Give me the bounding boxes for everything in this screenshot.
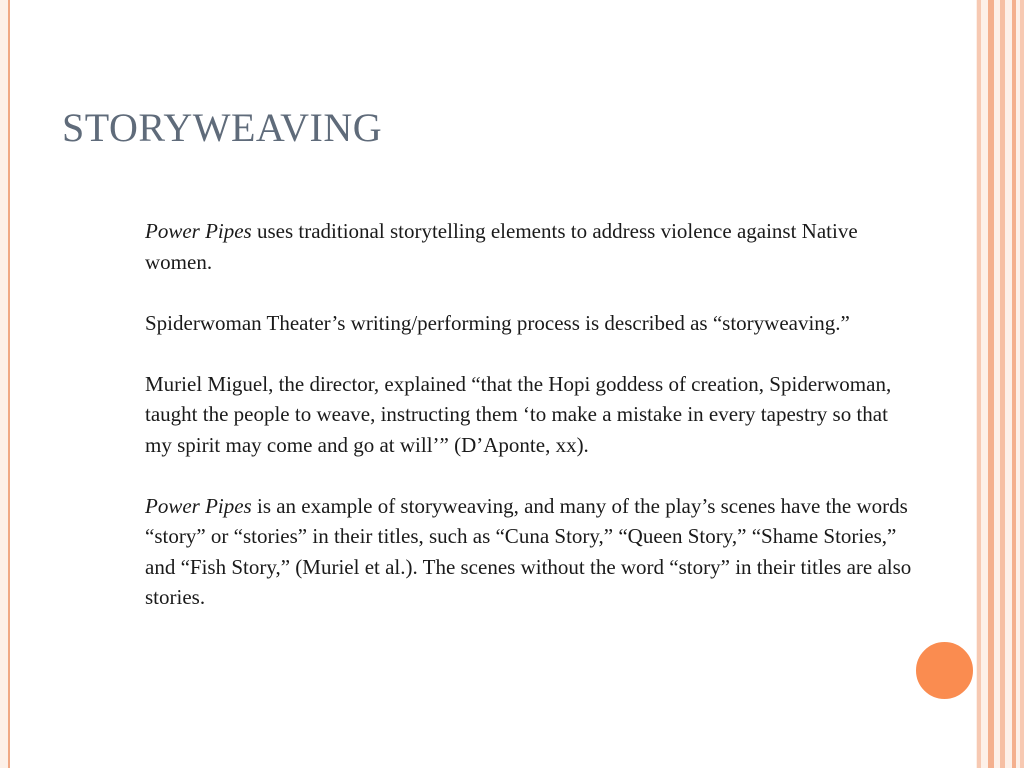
right-border-stripe [1020,0,1024,768]
paragraph-text: Muriel Miguel, the director, explained “that the Hopi goddess of creation, Spiderwoman, taught the people to weave, instructing them ‘to make a mistake in every tapestry so that my spirit may come and go at will’” (D’Aponte, xx). [145,371,892,457]
paragraph-1 [145,216,915,277]
paragraph-text: is an example of storyweaving, and many of the play’s scenes have the words “story” or “stories” in their titles, such as “Cuna Story,” “Queen Story,” “Shame Stories,” and “Fish Story,” (Muriel et al.). The scenes without the word “story” in their titles are also stories. [145,493,912,609]
slide-title: STORYWEAVING [62,105,383,150]
paragraph-text: uses traditional storytelling elements to address violence against Native women. [145,219,858,274]
paragraph-4 [145,491,915,613]
paragraph-2 [145,308,915,339]
right-border-stripe [1012,0,1016,768]
play-title: Power Pipes [145,219,252,243]
decorative-circle [914,640,975,701]
slide-body [145,216,915,613]
play-title: Power Pipes [145,493,252,518]
right-border-stripe [988,0,994,768]
left-border-line [8,0,10,768]
paragraph-text: Spiderwoman Theater’s writing/performing process is described as “storyweaving.” [145,310,850,335]
paragraph-3 [145,369,915,461]
right-border-stripe [1000,0,1005,768]
right-border-stripe [977,0,981,768]
